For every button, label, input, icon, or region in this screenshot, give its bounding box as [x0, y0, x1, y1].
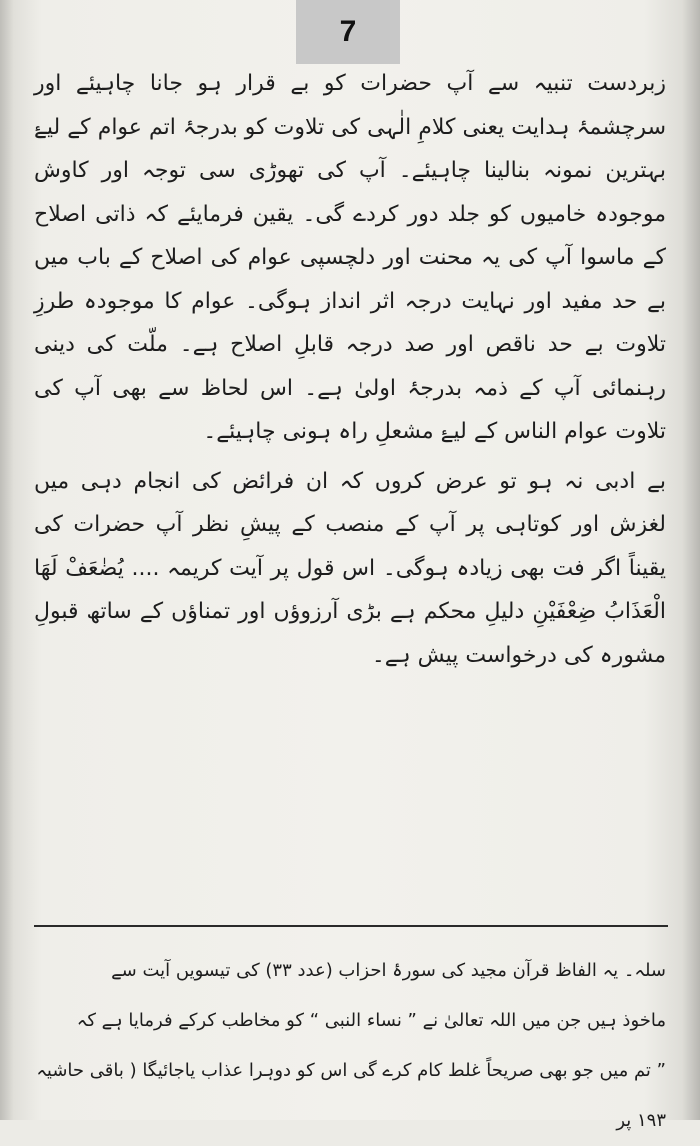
footnote	[34, 946, 666, 1146]
footnote-line-3: ” تم میں جو بھی صریحاً غلط کام کرے گی اس کو دوہرا عذاب یاجائیگا ( باقی حاشیہ ۱۹۳ پر	[36, 1060, 666, 1131]
paragraph-1: زبردست تنبیہ سے آپ حضرات کو بے قرار ہو جانا چاہیئے اور سرچشمۂ ہدایت یعنی کلامِ الٰہی کی تلاوت کو بدرجۂ اتم عوام کے لیۓ بہترین نمونہ بنالینا چاہیئے۔ آپ کی تھوڑی سی توجہ اور کاوش موجودہ خامیوں کو جلد دور کردے گی۔ یقین فرمایئے کہ ذاتی اصلاح کے ماسوا آپ کی یہ محنت اور دلچسپی عوام کی اصلاح کے باب میں بے حد مفید اور نہایت درجہ اثر انداز ہوگی۔ عوام کا موجودہ طرزِ تلاوت بے حد ناقص اور صد درجہ قابلِ اصلاح ہے۔ ملّت کی دینی رہنمائی آپ کے ذمہ بدرجۂ اولیٰ ہے۔ اس لحاظ سے بھی آپ کی تلاوت عوام الناس کے لیۓ مشعلِ راہ ہونی چاہیئے۔	[34, 71, 666, 444]
page-edge-shadow-right	[682, 0, 700, 1120]
body-text	[34, 62, 666, 677]
page-edge-shadow-left	[0, 0, 14, 1120]
footnote-line-1: سلہ۔ یہ الفاظ قرآن مجید کی سورۂ احزاب (عدد ۳۳) کی تیسویں آیت سے	[111, 960, 666, 981]
footnote-divider	[34, 925, 668, 927]
page-number: 7	[339, 15, 357, 48]
footnote-line-2: ماخوذ ہیں جن میں اللہ تعالیٰ نے ” نساء النبی “ کو مخاطب کرکے فرمایا ہے کہ	[76, 1010, 666, 1031]
page-number-box	[296, 0, 400, 64]
paragraph-2: بے ادبی نہ ہو تو عرض کروں کہ ان فرائض کی انجام دہی میں لغزش اور کوتاہی پر آپ کے منصب کے پیشِ نظر آپ حضرات کی یقیناً اگر فت بھی زیادہ ہوگی۔ اس قول پر آیت کریمہ .... یُضٰعَفْ لَهَا الْعَذَابُ ضِعْفَیْنِ دلیلِ محکم ہے بڑی آرزوؤں اور تمناؤں کے ساتھ قبولِ مشورہ کی درخواست پیش ہے۔	[34, 468, 666, 668]
